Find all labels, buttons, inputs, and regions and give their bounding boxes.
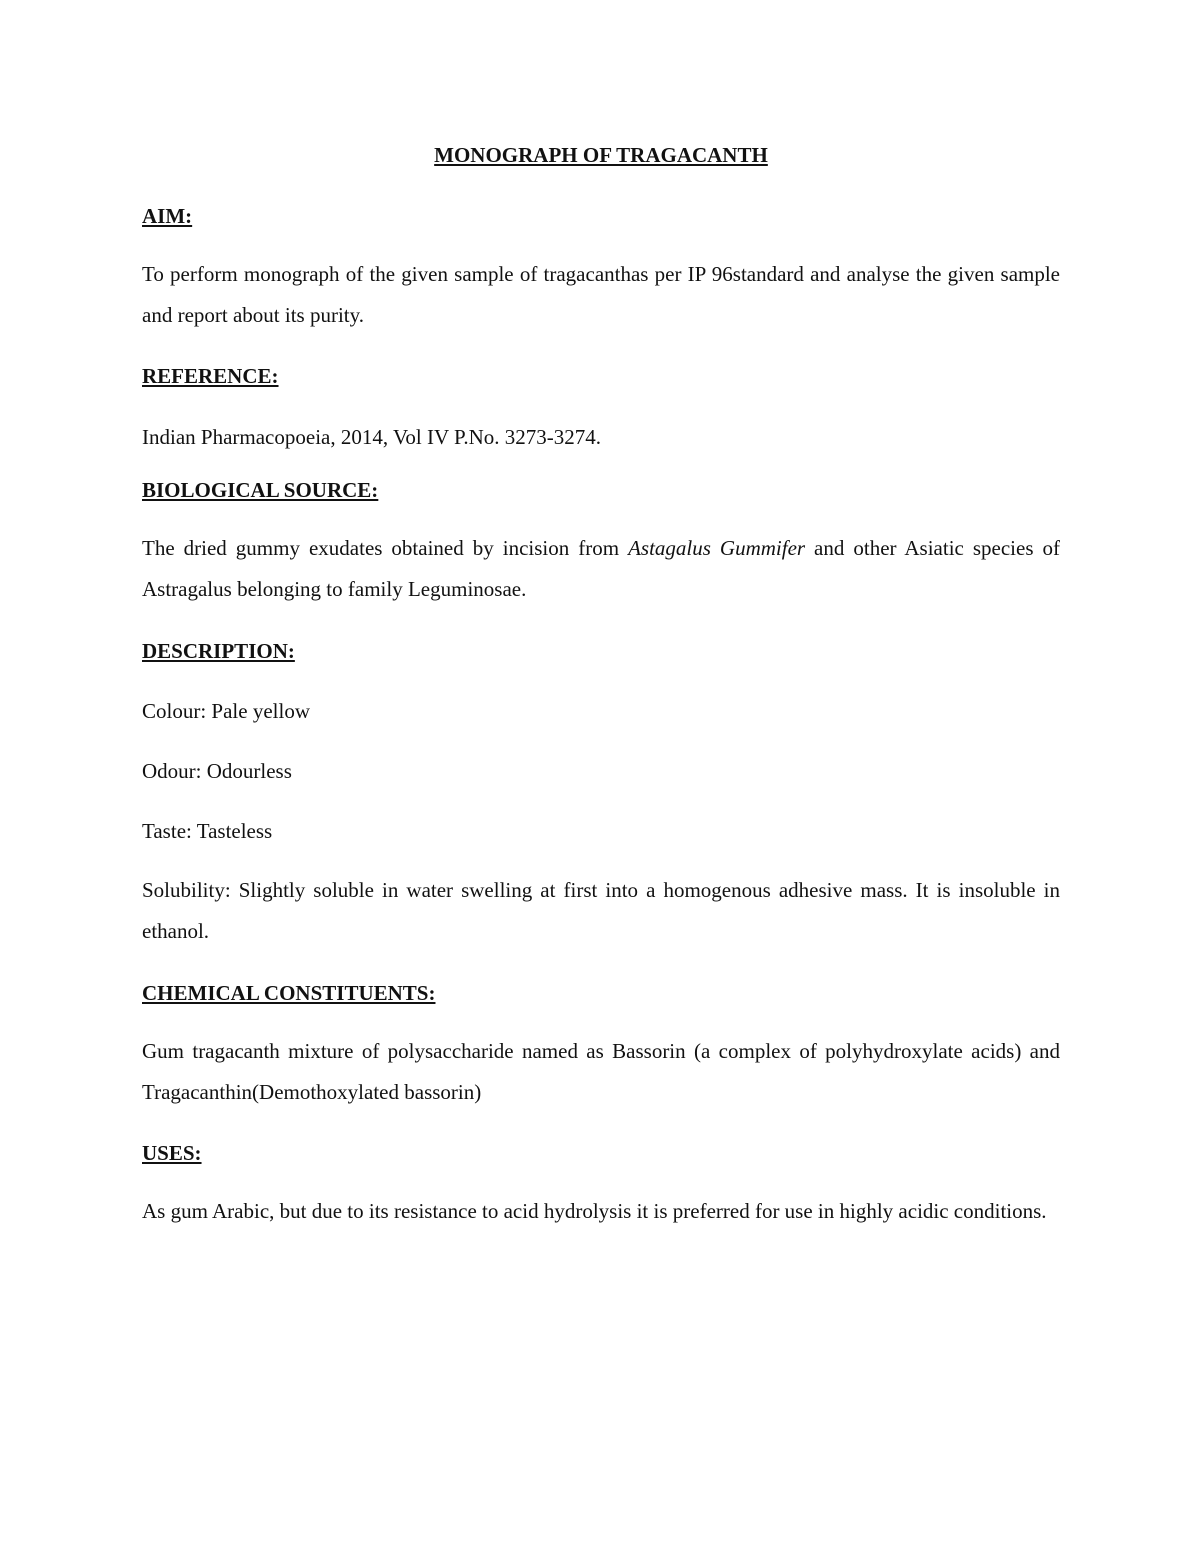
solubility-text: Solubility: Slightly soluble in water swelling at first into a homogenous adhesive mass. It is insoluble in ethanol. [142,878,1060,943]
description-heading: DESCRIPTION: [142,639,295,663]
biological-source-heading: BIOLOGICAL SOURCE: [142,478,379,502]
reference-text: Indian Pharmacopoeia, 2014, Vol IV P.No. 3273-3274. [142,425,602,449]
colour-line: Colour: Pale yellow [142,699,310,723]
reference-heading: REFERENCE: [142,364,279,388]
uses-text: As gum Arabic, but due to its resistance to acid hydrolysis it is preferred for use in highly acidic conditions. [142,1199,1047,1223]
biological-source-text [142,528,1060,610]
odour-line: Odour: Odourless [142,759,292,783]
chemical-constituents-text: Gum tragacanth mixture of polysaccharide named as Bassorin (a complex of polyhydroxylate acids) and Tragacanthin(Demothoxylated bassorin) [142,1039,1060,1104]
uses-heading: USES: [142,1141,202,1165]
aim-text: To perform monograph of the given sample of tragacanthas per IP 96standard and analyse the given sample and report about its purity. [142,262,1060,327]
document-title: MONOGRAPH OF TRAGACANTH [434,143,768,167]
biological-source-text-after: and other Asiatic species of Astragalus belonging to family Leguminosae. [142,536,1060,601]
biological-source-text-before: The dried gummy exudates obtained by incision from [142,536,629,560]
taste-line: Taste: Tasteless [142,819,273,843]
aim-heading: AIM: [142,204,193,228]
species-name: Astagalus Gummifer [628,536,806,560]
chemical-constituents-heading: CHEMICAL CONSTITUENTS: [142,981,436,1005]
